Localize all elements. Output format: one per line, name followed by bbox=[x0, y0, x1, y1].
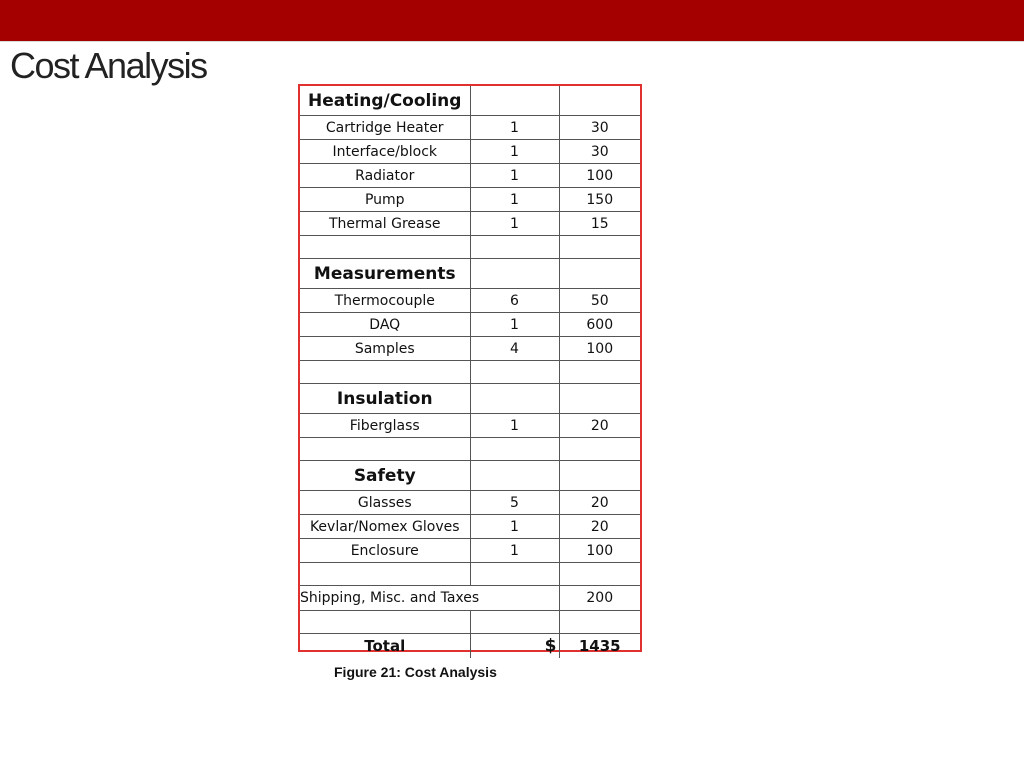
item-qty: 1 bbox=[470, 313, 559, 337]
item-name: Radiator bbox=[300, 164, 470, 188]
section-qty-cell bbox=[470, 461, 559, 491]
item-qty: 5 bbox=[470, 491, 559, 515]
total-label: Total bbox=[300, 634, 470, 659]
blank-row bbox=[300, 361, 640, 384]
total-currency: $ bbox=[470, 634, 559, 659]
blank-cell bbox=[559, 563, 640, 586]
section-cost-cell bbox=[559, 384, 640, 414]
item-cost: 20 bbox=[559, 491, 640, 515]
item-cost: 150 bbox=[559, 188, 640, 212]
section-header-row bbox=[300, 259, 640, 289]
section-cost-cell bbox=[559, 86, 640, 116]
item-row bbox=[300, 515, 640, 539]
item-cost: 100 bbox=[559, 539, 640, 563]
cost-table-body bbox=[300, 86, 640, 658]
item-qty: 1 bbox=[470, 188, 559, 212]
item-row bbox=[300, 337, 640, 361]
shipping-row bbox=[300, 586, 640, 611]
blank-row bbox=[300, 438, 640, 461]
item-cost: 600 bbox=[559, 313, 640, 337]
item-cost: 30 bbox=[559, 140, 640, 164]
item-qty: 6 bbox=[470, 289, 559, 313]
blank-cell bbox=[470, 236, 559, 259]
section-header-row bbox=[300, 384, 640, 414]
blank-cell bbox=[470, 563, 559, 586]
item-row bbox=[300, 491, 640, 515]
section-header-row bbox=[300, 461, 640, 491]
item-name: Glasses bbox=[300, 491, 470, 515]
section-name: Safety bbox=[300, 461, 470, 491]
item-cost: 20 bbox=[559, 515, 640, 539]
shipping-label: Shipping, Misc. and Taxes bbox=[300, 586, 559, 611]
blank-cell bbox=[300, 563, 470, 586]
item-row bbox=[300, 188, 640, 212]
figure-caption: Figure 21: Cost Analysis bbox=[334, 664, 497, 680]
blank-cell bbox=[559, 236, 640, 259]
header-divider bbox=[0, 41, 1024, 42]
section-cost-cell bbox=[559, 259, 640, 289]
blank-cell bbox=[300, 438, 470, 461]
blank-cell bbox=[300, 361, 470, 384]
item-name: Thermal Grease bbox=[300, 212, 470, 236]
item-name: Pump bbox=[300, 188, 470, 212]
item-name: Enclosure bbox=[300, 539, 470, 563]
item-qty: 1 bbox=[470, 414, 559, 438]
blank-cell bbox=[300, 611, 470, 634]
blank-cell bbox=[470, 438, 559, 461]
cost-table-frame bbox=[298, 84, 642, 656]
item-row bbox=[300, 140, 640, 164]
blank-cell bbox=[559, 438, 640, 461]
blank-cell bbox=[559, 611, 640, 634]
item-row bbox=[300, 414, 640, 438]
item-row bbox=[300, 313, 640, 337]
section-cost-cell bbox=[559, 461, 640, 491]
item-cost: 15 bbox=[559, 212, 640, 236]
item-qty: 1 bbox=[470, 539, 559, 563]
item-cost: 50 bbox=[559, 289, 640, 313]
item-name: Samples bbox=[300, 337, 470, 361]
slide-title: Cost Analysis bbox=[10, 45, 207, 86]
item-qty: 1 bbox=[470, 116, 559, 140]
item-row bbox=[300, 289, 640, 313]
item-cost: 20 bbox=[559, 414, 640, 438]
item-row bbox=[300, 212, 640, 236]
item-name: Interface/block bbox=[300, 140, 470, 164]
blank-cell bbox=[470, 361, 559, 384]
item-cost: 100 bbox=[559, 337, 640, 361]
section-qty-cell bbox=[470, 259, 559, 289]
shipping-cost: 200 bbox=[559, 586, 640, 611]
section-name: Heating/Cooling bbox=[300, 86, 470, 116]
total-row bbox=[300, 634, 640, 659]
item-name: Fiberglass bbox=[300, 414, 470, 438]
item-qty: 4 bbox=[470, 337, 559, 361]
section-name: Insulation bbox=[300, 384, 470, 414]
item-cost: 30 bbox=[559, 116, 640, 140]
item-qty: 1 bbox=[470, 140, 559, 164]
blank-cell bbox=[559, 361, 640, 384]
blank-row bbox=[300, 236, 640, 259]
item-qty: 1 bbox=[470, 212, 559, 236]
section-header-row bbox=[300, 86, 640, 116]
section-qty-cell bbox=[470, 384, 559, 414]
item-name: Cartridge Heater bbox=[300, 116, 470, 140]
item-row bbox=[300, 539, 640, 563]
blank-cell bbox=[470, 611, 559, 634]
item-qty: 1 bbox=[470, 515, 559, 539]
blank-row bbox=[300, 611, 640, 634]
blank-cell bbox=[300, 236, 470, 259]
blank-row bbox=[300, 563, 640, 586]
cost-table bbox=[300, 86, 640, 658]
item-row bbox=[300, 164, 640, 188]
item-cost: 100 bbox=[559, 164, 640, 188]
total-cost: 1435 bbox=[559, 634, 640, 659]
item-row bbox=[300, 116, 640, 140]
header-bar bbox=[0, 0, 1024, 41]
item-name: DAQ bbox=[300, 313, 470, 337]
section-qty-cell bbox=[470, 86, 559, 116]
section-name: Measurements bbox=[300, 259, 470, 289]
item-name: Thermocouple bbox=[300, 289, 470, 313]
item-qty: 1 bbox=[470, 164, 559, 188]
item-name: Kevlar/Nomex Gloves bbox=[300, 515, 470, 539]
